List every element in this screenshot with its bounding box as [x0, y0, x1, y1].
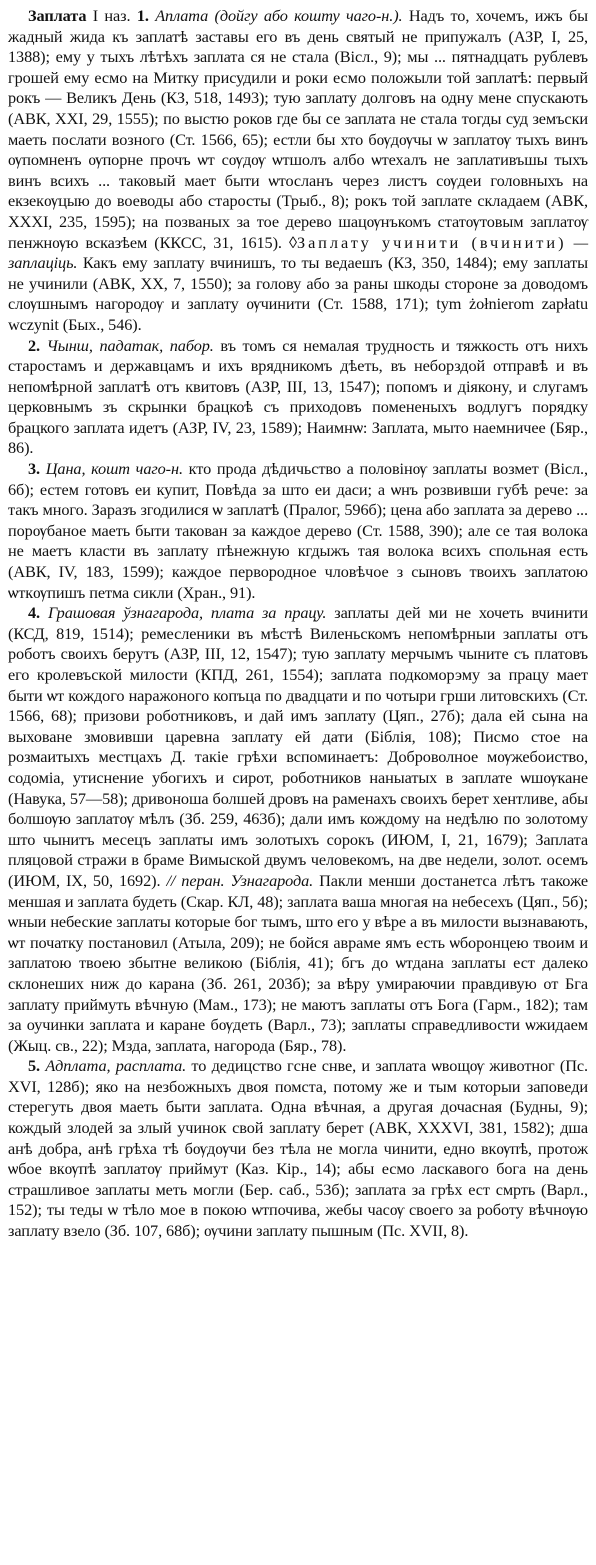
sense-citations-2: въ томъ ся немалая трудность и тяжкость отъ нихъ старостамъ и державцамъ и ихъ врядникомъ дѣеть, въ неборздой отправѣ и въ непомѣрной заплатѣ отъ квитовъ (АЗР, ІІІ, 13, 1547); попомъ и дiяконy, и слугамъ церковнымъ зъ скрынки брацкоѣ съ приходовъ помененыхъ водлугъ порядку брацкого заплата идетъ (АЗР, IV, 23, 1589); Наимнѡ: Заплата, мыто наемничее (Бяр., 86).	[8, 335, 588, 458]
sense-definition-1: Аплата (дойгу або кошту чаго-н.).	[155, 6, 403, 25]
sense-number-2: 2.	[28, 335, 41, 355]
sense-number-1: 1.	[136, 6, 149, 25]
idiom-phrase: Заплату учинити (вчинити)	[296, 232, 567, 252]
entry-sense-1	[8, 6, 588, 336]
sense-definition-5: Адплата, расплата.	[45, 1056, 187, 1076]
headword: Заплата	[28, 6, 87, 25]
sense-number-4: 4.	[28, 603, 41, 623]
sense-citations-5: то дедицство гсне снве, и заплата ѡвощѹ животног (Пс. XVI, 128б); яко на незбожныхъ двоя помста, потому же и тым которыи заповеди стерегуть двоя маеть быти заплата. Одна вѣчная, а другая дочасная (Будны, 9); кождый злодей за злый учинок свой заплату берет (АВК, XXXVI, 381, 1582); дша анѣ добра, анѣ грѣха тѣ бѹдѹчи без тѣла не могла чинити, едно вкѹпѣ, протож ѡбое вкѹпѣ заплатѹ приймут (Каз. Кір., 14); абы есмо ласкавого бога на день страшливое заплаты меть могли (Бер. саб., 53б); заплата за грѣх ест смрть (Варл., 152); ты теды ѡ тѣло мое в покою ѡтпочива, жебы часѹ своего за роботу вѣчнѹю заплату взело (Зб. 107, 68б); ѹчини заплату пышным (Пс. XVII, 8).	[8, 1056, 588, 1241]
idiom-definition: — заплаціць.	[8, 232, 588, 273]
sense-definition-4: Грашовая ўзнагарода, плата за працу.	[47, 603, 327, 623]
grammar-label: І наз.	[86, 6, 137, 25]
figurative-cross-reference: // перан. Узнагарода.	[160, 870, 314, 890]
entry-sense-4	[8, 603, 588, 1056]
sense-citations-1b: Какъ ему заплату вчинишъ, то ты ведаешъ (КЗ, 350, 1484); ему заплаты не учинили (АВК, XX, 7, 1550); за голову або за раны шкоды стороне за доводомъ слѹшнымъ нагородѹ и заплату ѹчинити (Ст. 1588, 171); tym żołnierom zapłatu wczynit (Бых., 546).	[8, 253, 588, 334]
sense-number-5: 5.	[28, 1056, 41, 1076]
sense-citations-3: кто прода дѣдичьство а половiнѹ заплаты возмет (Вісл., 6б); естем готовъ еи купит, Повѣда за што еи даси; а ѡнъ розвивши губѣ рече: за такъ много. Заразъ згодилися ѡ заплатѣ (Пралог, 596б); цена або заплата за дерево ... порѹбаное маеть быти такован за каждое дерево (Ст. 1588, 390); але се тая волока не маетъ класти въ заплату пѣнежную кгдыжъ тая волока всихъ спольная есть (АВК, IV, 183, 1599); каждое первородное чловѣчое з сыновъ твоихъ заплатою ѡткѹпишъ петма сикли (Хран., 91).	[8, 459, 588, 602]
sense-definition-2: Чынш, падатак, пабор.	[46, 335, 214, 355]
entry-sense-3	[8, 459, 588, 603]
sense-citations-1a: Надъ то, хочемъ, ижъ бы жадный жида къ заплатѣ заставы его въ день святый не припужалъ (АЗР, І, 25, 1388); ему у тыхъ лѣтѣхъ заплата ся не стала (Вісл., 9); мы ... пятнадцать рублевъ грошей ему есмо на Митку присудили и роки есмо положыли той заплатѣ: первый рокъ — Великъ День (КЗ, 518, 1493); тую заплату долговъ на одну мене спускають (АВК, XXI, 29, 1555); по выстю роков где бы се заплата не стала тогды суд земъски маеть послати возного (Ст. 1566, 65); естли бы хто бѹдѹчы ѡ заплатѹ тыхъ винъ ѹпомненъ ѹпорне прочъ ѡт сѹдѹ ѡтшолъ албо ѡтехалъ не заплативъшы тыхъ винъ всихъ ... таковый мает быти ѡтосланъ через листъ сѹдеи головныхъ на екзекѹцыю до воеводы або старосты (Трыб., 8); рокъ той заплате складаем (АВК, XXXI, 235, 1595); на позваных за тое дерево шацѹнъкомъ статѹтовым заплатѹ пенжнѹю всказѣем (ККСС, 31, 1615). ◊	[8, 6, 588, 252]
entry-sense-5	[8, 1056, 588, 1241]
sense-definition-3: Цана, кошт чаго-н.	[45, 459, 183, 479]
sense-number-3: 3.	[28, 459, 41, 479]
entry-sense-2	[8, 336, 588, 460]
sense-citations-4b: Пакли менши достанетса лѣтъ такоже меншая и заплата будеть (Скар. КЛ, 48); заплата ваша многая на небесехъ (Цяп., 5б); ѡныи небеские заплаты которые бог тымъ, што его у вѣре а въ милости вызнавають, ѡт початку постановил (Атыла, 209); не бойся авраме ямъ есть ѡборонцею твоим и заплатою твоею збытне великою (Біблія, 41); бгъ до ѡтдана заплаты ест далеко склонеших ниж до карана (Зб. 261, 203б); за вѣру умираючии правдивую от Бга заплату приймуть вѣчную (Мам., 173); не маютъ заплаты отъ Бога (Гарм., 182); там за оучинки заплата и каране бѹдеть (Варл., 73); заплаты справедливости ѡжидаем (Жыц. св., 22); Мзда, заплата, нагорода (Бяр., 78).	[8, 870, 588, 1055]
sense-citations-4a: заплаты дей ми не хочеть вчинити (КСД, 819, 1514); ремесленики въ мѣстѣ Виленьскомъ непомѣрныи заплаты отъ роботъ своихъ берутъ (АЗР, ІІІ, 12, 1547); тую заплату мерчымъ чыните съ платовъ его кролевъской милости (КПД, 261, 1554); заплата подкоморэму за працу мает быти ѡт кождого наражоного копъца по двадцати и по чотыри грши литовскихъ (Ст. 1566, 68); призови роботниковъ, и дай имъ заплату (Цяп., 27б); дала ей сына на выховане змовивши царевна заплату ей дати (Біблія, 108); Писмо стое на розмаитыхъ местцахъ Д. такіе грѣхи вспоминаетъ: Доброволное мѹжебоиство, содоміа, утиснение убогихъ и сирот, роботников наныатых в заплате ѡшѹкане (Навука, 57—58); дривоноша болшей дровъ на раменахъ своихъ берет хентливе, абы болшѹю заплатѹ мѣлъ (Зб. 259, 463б); дали имъ кождому на недѣлю по золотому што чынитъ месецъ заплаты имъ золотыхъ сорокъ (ИЮМ, I, 21, 1679); Заплата пляцовой стражи в браме Вимыской двумъ человекомъ, на две недели, золот. осемъ (ИЮМ, IX, 50, 1692).	[8, 603, 588, 890]
